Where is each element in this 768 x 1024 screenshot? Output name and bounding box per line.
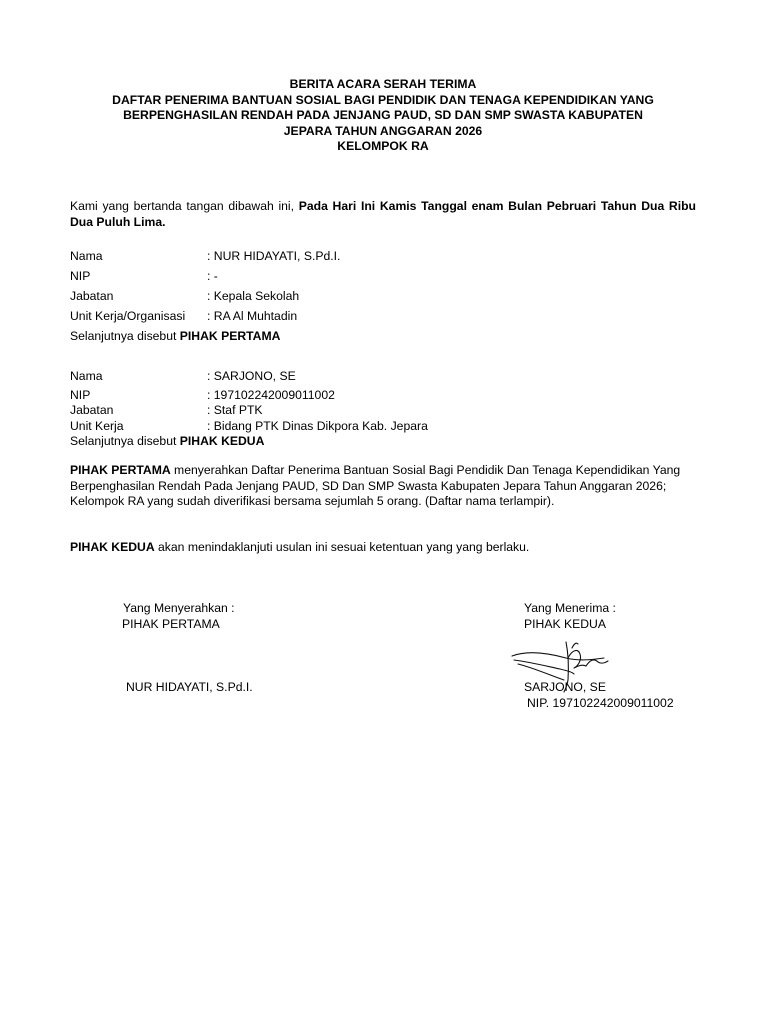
intro-prefix: Kami yang bertanda tangan dibawah ini, — [70, 199, 299, 213]
right-sign-name: SARJONO, SE — [524, 680, 606, 694]
party1-nip-row — [70, 268, 690, 284]
right-sign-role: Yang Menerima : — [524, 601, 616, 615]
title-line-3: BERPENGHASILAN RENDAH PADA JENJANG PAUD, SD DAN SMP SWASTA KABUPATEN — [123, 108, 643, 122]
party2-designation-bold: PIHAK KEDUA — [179, 434, 265, 448]
party2-designation-prefix: Selanjutnya disebut — [70, 434, 180, 448]
party1-jabatan-row — [70, 288, 690, 304]
left-sign-name: NUR HIDAYATI, S.Pd.I. — [126, 680, 253, 694]
party2-nip-row — [70, 387, 690, 403]
party1-nip-value: : - — [207, 269, 218, 283]
party2-name-value: : SARJONO, SE — [207, 369, 296, 383]
party2-unit-row — [70, 418, 690, 434]
followup-party: PIHAK KEDUA — [70, 540, 155, 554]
followup-paragraph — [70, 540, 696, 556]
party2-unit-label: Unit Kerja — [70, 419, 124, 433]
handover-paragraph — [70, 463, 696, 510]
title-line-5: KELOMPOK RA — [337, 139, 429, 153]
document-title — [70, 77, 696, 155]
party1-jabatan-value: : Kepala Sekolah — [207, 289, 300, 303]
party2-nip-label: NIP — [70, 388, 91, 402]
party1-name-label: Nama — [70, 249, 103, 263]
party2-jabatan-value: : Staf PTK — [207, 403, 263, 417]
title-line-1: BERITA ACARA SERAH TERIMA — [289, 77, 477, 91]
title-line-2: DAFTAR PENERIMA BANTUAN SOSIAL BAGI PENDIDIK DAN TENAGA KEPENDIDIKAN YANG — [112, 92, 654, 107]
left-sign-party: PIHAK PERTAMA — [122, 617, 220, 631]
party1-unit-value: : RA Al Muhtadin — [207, 309, 298, 323]
title-line-4: JEPARA TAHUN ANGGARAN 2026 — [283, 123, 483, 138]
party1-name-value: : NUR HIDAYATI, S.Pd.I. — [207, 249, 341, 263]
party2-designation — [70, 433, 264, 449]
handover-party: PIHAK PERTAMA — [70, 463, 171, 477]
party1-designation-bold: PIHAK PERTAMA — [179, 329, 281, 343]
party1-unit-row — [70, 308, 690, 324]
party1-jabatan-label: Jabatan — [70, 289, 114, 303]
party1-designation-prefix: Selanjutnya disebut — [70, 329, 180, 343]
party2-nip-value: : 197102242009011002 — [207, 388, 335, 402]
handover-text: menyerahkan Daftar Penerima Bantuan Sosial Bagi Pendidik Dan Tenaga Kependidikan Yang Berpenghasilan Rendah Pada Jenjang PAUD, SD Dan SMP Swasta Kabupaten Jepara Tahun Anggaran 2026; Kelompok RA yang sudah diverifikasi bersama sejumlah 5 orang. (Daftar nama terlampir). — [70, 463, 681, 508]
handwritten-signature — [508, 636, 613, 694]
party2-name-row — [70, 368, 690, 384]
party2-jabatan-row — [70, 402, 690, 418]
right-sign-party: PIHAK KEDUA — [524, 617, 606, 631]
party2-name-label: Nama — [70, 369, 103, 383]
right-sign-nip: NIP. 197102242009011002 — [527, 696, 674, 710]
intro-date: Pada Hari Ini Kamis Tanggal enam Bulan Pebruari Tahun Dua Ribu Dua Puluh Lima. — [70, 199, 697, 229]
followup-text: akan menindaklanjuti usulan ini sesuai ketentuan yang yang berlaku. — [154, 540, 530, 554]
intro-paragraph — [70, 198, 696, 230]
party1-nip-label: NIP — [70, 269, 91, 283]
party1-designation — [70, 328, 280, 344]
party1-name-row — [70, 248, 690, 264]
party2-jabatan-label: Jabatan — [70, 403, 114, 417]
party1-unit-label: Unit Kerja/Organisasi — [70, 309, 186, 323]
left-sign-role: Yang Menyerahkan : — [123, 601, 235, 615]
party2-unit-value: : Bidang PTK Dinas Dikpora Kab. Jepara — [207, 419, 428, 433]
